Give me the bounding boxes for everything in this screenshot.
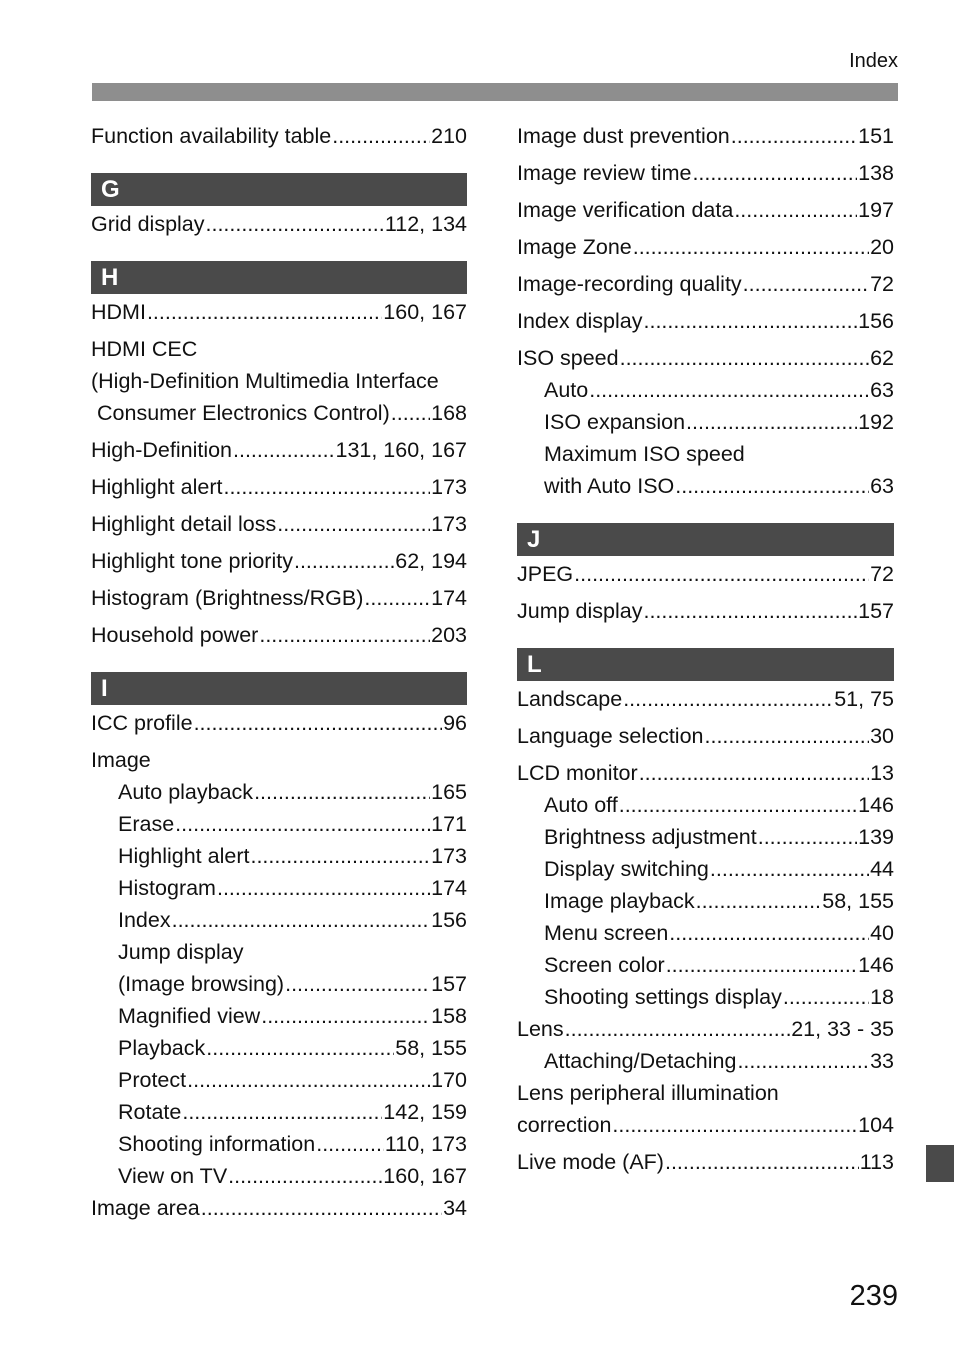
index-pages: 33 (870, 1049, 894, 1073)
index-subentry (91, 840, 467, 872)
index-entry (517, 194, 894, 226)
index-pages: 62 (870, 346, 894, 370)
index-term: Grid display (91, 212, 205, 236)
index-term: Image review time (517, 161, 692, 185)
index-term: Rotate (118, 1100, 182, 1124)
index-term: Auto off (544, 793, 618, 817)
index-entry (91, 508, 467, 540)
index-pages: 113 (859, 1150, 894, 1174)
page-number: 239 (849, 1280, 898, 1312)
index-pages: 156 (858, 309, 894, 333)
leader-dots (254, 776, 430, 808)
chapter-tab-marker (926, 1145, 954, 1182)
index-entry (517, 268, 894, 300)
index-subentry (91, 1160, 467, 1192)
index-entry (91, 1192, 467, 1224)
index-term: Jump display (517, 599, 643, 623)
index-pages: 13 (870, 761, 894, 785)
index-pages: 165 (431, 780, 467, 804)
index-subentry (517, 885, 894, 917)
index-pages: 96 (443, 711, 467, 735)
index-subentry (91, 968, 467, 1000)
index-term: Erase (118, 812, 175, 836)
index-subentry (91, 1128, 467, 1160)
index-pages: 170 (431, 1068, 467, 1092)
index-pages: 58, 155 (822, 889, 894, 913)
leader-dots (666, 949, 857, 981)
index-term: Index display (517, 309, 643, 333)
leader-dots (182, 1096, 382, 1128)
index-pages: 158 (431, 1004, 467, 1028)
leader-dots (612, 1109, 857, 1141)
leader-dots (633, 231, 869, 263)
index-term: Household power (91, 623, 259, 647)
index-term: ICC profile (91, 711, 193, 735)
index-pages: 157 (858, 599, 894, 623)
index-subentry (91, 1032, 467, 1064)
index-pages: 174 (431, 586, 467, 610)
index-term: ISO expansion (544, 410, 686, 434)
index-subentry (517, 374, 894, 406)
leader-dots (223, 471, 430, 503)
index-term: Highlight detail loss (91, 512, 277, 536)
index-pages: 104 (858, 1113, 894, 1137)
leader-dots (332, 120, 430, 152)
leader-dots (364, 582, 430, 614)
index-term: Display switching (544, 857, 709, 881)
leader-dots (391, 397, 430, 429)
index-subentry (91, 808, 467, 840)
index-pages: 210 (431, 124, 467, 148)
index-term: LCD monitor (517, 761, 638, 785)
leader-dots (639, 757, 869, 789)
index-entry (517, 157, 894, 189)
index-term: Image playback (544, 889, 695, 913)
leader-dots (643, 595, 857, 627)
index-pages: 157 (431, 972, 467, 996)
index-entry (91, 397, 467, 429)
section-header-j: J (517, 523, 894, 556)
leader-dots (589, 374, 869, 406)
leader-dots (734, 194, 857, 226)
index-pages: 131, 160, 167 (335, 438, 467, 462)
index-pages: 72 (870, 562, 894, 586)
index-entry (517, 1146, 894, 1178)
index-entry (91, 545, 467, 577)
index-term: Menu screen (544, 921, 669, 945)
index-term: Highlight alert (91, 475, 223, 499)
leader-dots (285, 968, 430, 1000)
index-pages: 58, 155 (395, 1036, 467, 1060)
index-subentry (91, 904, 467, 936)
index-subentry (91, 1064, 467, 1096)
index-pages: 138 (858, 161, 894, 185)
leader-dots (259, 619, 430, 651)
index-subentry (517, 949, 894, 981)
index-pages: 156 (431, 908, 467, 932)
index-term: Histogram (118, 876, 216, 900)
index-term: Shooting settings display (544, 985, 782, 1009)
index-term: Language selection (517, 724, 704, 748)
index-term: Highlight alert (118, 844, 250, 868)
index-subentry (91, 776, 467, 808)
leader-dots (675, 470, 869, 502)
leader-dots (710, 853, 869, 885)
index-term: Live mode (AF) (517, 1150, 664, 1174)
leader-dots (294, 545, 394, 577)
index-entry (517, 595, 894, 627)
leader-dots (261, 1000, 430, 1032)
leader-dots (565, 1013, 791, 1045)
index-pages: 20 (870, 235, 894, 259)
index-term-line: HDMI CEC (91, 337, 198, 361)
index-pages: 192 (858, 410, 894, 434)
leader-dots (228, 1160, 382, 1192)
leader-dots (731, 120, 857, 152)
index-subentry (517, 406, 894, 438)
leader-dots (665, 1146, 859, 1178)
index-pages: 63 (870, 378, 894, 402)
index-term: Auto playback (118, 780, 254, 804)
index-subentry (517, 981, 894, 1013)
index-entry (91, 471, 467, 503)
index-term: ISO speed (517, 346, 619, 370)
section-header-g: G (91, 173, 467, 206)
index-subentry (517, 789, 894, 821)
index-entry (91, 707, 467, 739)
index-entry (91, 434, 467, 466)
leader-dots (277, 508, 430, 540)
leader-dots (172, 904, 431, 936)
index-column-right (517, 120, 894, 1183)
index-term: Image verification data (517, 198, 734, 222)
index-pages: 160, 167 (383, 1164, 467, 1188)
index-pages: 173 (431, 844, 467, 868)
index-pages: 160, 167 (383, 300, 467, 324)
index-pages: 51, 75 (834, 687, 894, 711)
index-pages: 63 (870, 474, 894, 498)
index-entry (517, 342, 894, 374)
leader-dots (623, 683, 833, 715)
index-entry (91, 120, 467, 152)
index-pages: 18 (870, 985, 894, 1009)
index-pages: 110, 173 (384, 1132, 467, 1156)
leader-dots (147, 296, 382, 328)
section-header-l: L (517, 648, 894, 681)
leader-dots (206, 208, 384, 240)
index-subentry (517, 821, 894, 853)
index-term: Index (118, 908, 171, 932)
index-term: HDMI (91, 300, 146, 324)
index-pages: 30 (870, 724, 894, 748)
index-term: Histogram (Brightness/RGB) (91, 586, 364, 610)
leader-dots (783, 981, 869, 1013)
index-term: Image area (91, 1196, 200, 1220)
leader-dots (743, 268, 869, 300)
index-subentry (517, 853, 894, 885)
index-term-line: Lens peripheral illumination (517, 1081, 779, 1105)
index-term: Image Zone (517, 235, 632, 259)
index-subentry (91, 1096, 467, 1128)
index-entry (517, 305, 894, 337)
index-term: View on TV (118, 1164, 228, 1188)
leader-dots (187, 1064, 430, 1096)
leader-dots (574, 558, 869, 590)
index-entry (517, 757, 894, 789)
index-term: High-Definition (91, 438, 233, 462)
leader-dots (194, 707, 443, 739)
index-column-left (91, 120, 467, 1229)
index-pages: 173 (431, 475, 467, 499)
index-pages: 139 (858, 825, 894, 849)
index-term-line: Jump display (118, 940, 244, 964)
index-term: Lens (517, 1017, 564, 1041)
index-entry (91, 208, 467, 240)
index-pages: 203 (431, 623, 467, 647)
index-term: Consumer Electronics Control) (97, 401, 390, 425)
index-pages: 171 (431, 812, 467, 836)
index-entry (91, 296, 467, 328)
index-term: Highlight tone priority (91, 549, 293, 573)
index-term: Landscape (517, 687, 623, 711)
index-entry (517, 120, 894, 152)
index-pages: 62, 194 (395, 549, 467, 573)
index-pages: 72 (870, 272, 894, 296)
index-entry (517, 1109, 894, 1141)
leader-dots (316, 1128, 384, 1160)
index-pages: 146 (858, 793, 894, 817)
index-pages: 142, 159 (383, 1100, 467, 1124)
leader-dots (737, 1045, 869, 1077)
leader-dots (669, 917, 869, 949)
index-pages: 174 (431, 876, 467, 900)
leader-dots (206, 1032, 394, 1064)
leader-dots (250, 840, 430, 872)
leader-dots (619, 789, 857, 821)
index-pages: 40 (870, 921, 894, 945)
index-term: Image-recording quality (517, 272, 742, 296)
index-term: with Auto ISO (544, 474, 675, 498)
index-entry (517, 558, 894, 590)
index-term: (Image browsing) (118, 972, 285, 996)
leader-dots (644, 305, 858, 337)
running-header: Index (849, 50, 898, 72)
index-term: Shooting information (118, 1132, 316, 1156)
index-entry (517, 231, 894, 263)
index-entry (517, 720, 894, 752)
index-term: Function availability table (91, 124, 332, 148)
index-pages: 21, 33 - 35 (791, 1017, 894, 1041)
index-term: Brightness adjustment (544, 825, 757, 849)
index-term: Image dust prevention (517, 124, 730, 148)
leader-dots (620, 342, 869, 374)
leader-dots (175, 808, 430, 840)
index-term: Magnified view (118, 1004, 261, 1028)
leader-dots (758, 821, 857, 853)
index-term: Screen color (544, 953, 665, 977)
leader-dots (217, 872, 430, 904)
index-term-line: (High-Definition Multimedia Interface (91, 369, 439, 393)
index-subentry (517, 470, 894, 502)
leader-dots (705, 720, 870, 752)
leader-dots (696, 885, 822, 917)
section-header-i: I (91, 672, 467, 705)
index-pages: 44 (870, 857, 894, 881)
leader-dots (201, 1192, 442, 1224)
leader-dots (686, 406, 857, 438)
index-term: Playback (118, 1036, 206, 1060)
index-term: JPEG (517, 562, 574, 586)
index-pages: 34 (443, 1196, 467, 1220)
index-pages: 197 (858, 198, 894, 222)
index-pages: 151 (858, 124, 894, 148)
index-pages: 168 (431, 401, 467, 425)
section-header-h: H (91, 261, 467, 294)
leader-dots (233, 434, 334, 466)
leader-dots (692, 157, 857, 189)
index-term: Auto (544, 378, 589, 402)
index-subentry (91, 1000, 467, 1032)
index-pages: 112, 134 (384, 212, 467, 236)
index-term-line: Maximum ISO speed (544, 442, 745, 466)
index-term: Protect (118, 1068, 187, 1092)
header-bar (92, 83, 898, 101)
index-term: Attaching/Detaching (544, 1049, 737, 1073)
index-entry (91, 582, 467, 614)
index-pages: 173 (431, 512, 467, 536)
index-subentry (91, 872, 467, 904)
index-term: correction (517, 1113, 612, 1137)
index-term-line: Image (91, 748, 151, 772)
index-subentry (517, 1045, 894, 1077)
index-entry (517, 683, 894, 715)
index-subentry (517, 917, 894, 949)
index-entry (91, 619, 467, 651)
index-pages: 146 (858, 953, 894, 977)
index-entry (517, 1013, 894, 1045)
